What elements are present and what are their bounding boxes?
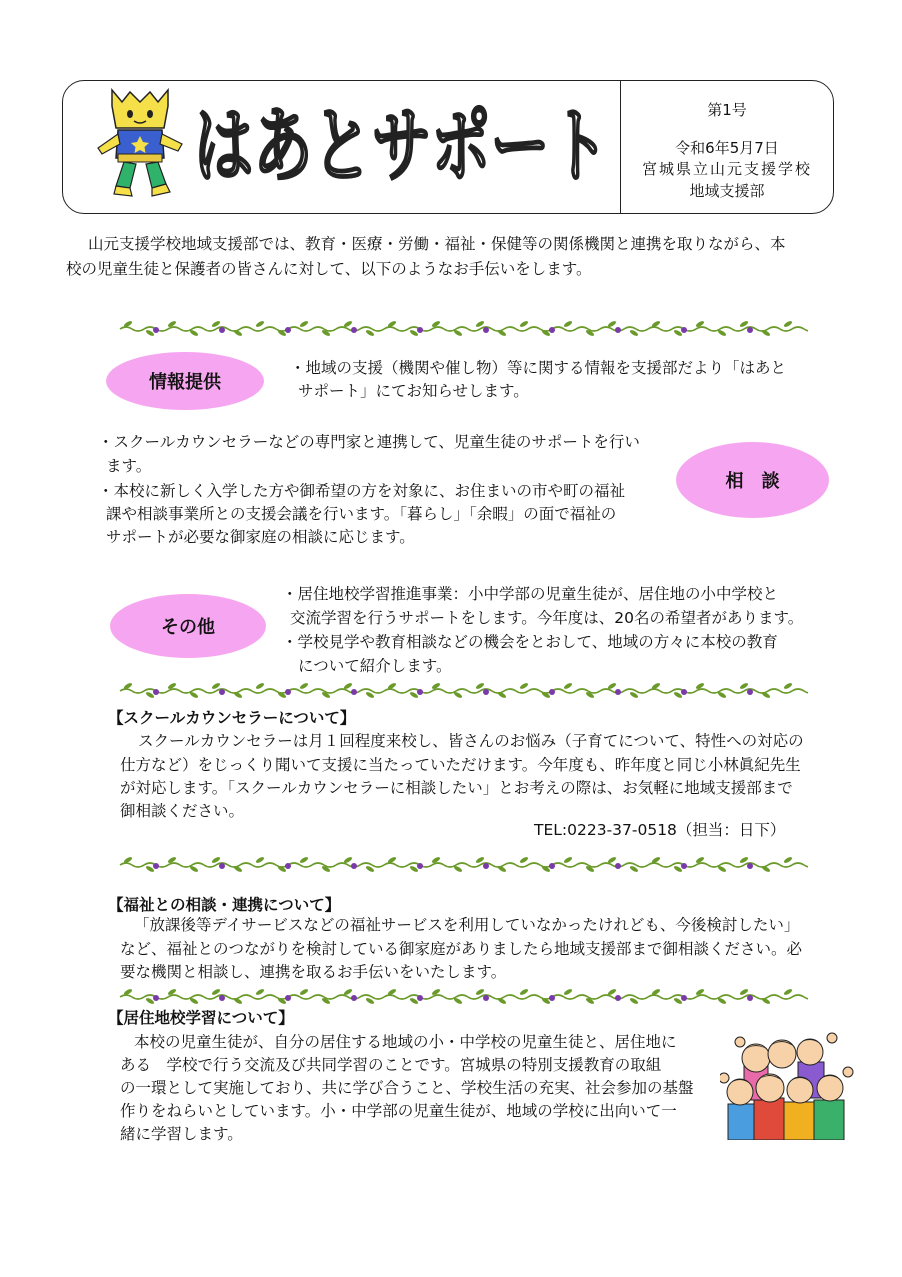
vine-berry xyxy=(615,863,621,869)
vine-berry xyxy=(483,863,489,869)
mascot-illustration xyxy=(90,88,190,200)
vine-berry xyxy=(747,995,753,1001)
info-label: 情報提供 xyxy=(149,372,221,393)
vine-divider xyxy=(118,984,808,1006)
other-label: その他 xyxy=(161,617,215,638)
vine-berry xyxy=(681,995,687,1001)
vine-berry xyxy=(549,863,555,869)
svg-text:はあとサポート: はあとサポート xyxy=(194,99,609,194)
vine-berry xyxy=(417,327,423,333)
children-illustration xyxy=(720,1032,854,1140)
vine-berry xyxy=(219,995,225,1001)
vine-berry xyxy=(747,863,753,869)
consult-line-4: 課や相談事業所との支援会議を行います。「暮らし」「余暇」の面で福祉の xyxy=(106,505,617,523)
vine-berry xyxy=(285,995,291,1001)
vine-divider xyxy=(118,316,808,338)
intro-line-1: 山元支援学校地域支援部では、教育・医療・労働・福祉・保健等の関係機関と連携を取りながら、本 xyxy=(88,235,786,253)
vine-berry xyxy=(285,689,291,695)
vine-leaf xyxy=(299,856,309,864)
vine-berry xyxy=(153,689,159,695)
vine-berry xyxy=(153,995,159,1001)
vine-leaf xyxy=(783,856,793,864)
welfare-line-3: 要な機関と相談し、連携を取るお手伝いをいたします。 xyxy=(120,963,507,981)
welfare-heading: 【福祉との相談・連携について】 xyxy=(108,896,341,914)
info-label-ellipse xyxy=(106,352,264,410)
vine-leaf xyxy=(299,682,309,690)
vine-leaf xyxy=(563,682,573,690)
vine-berry xyxy=(351,995,357,1001)
vine-berry xyxy=(615,995,621,1001)
counselor-line-4: 御相談ください。 xyxy=(120,802,245,820)
counselor-line-2: 仕方など）をじっくり聞いて支援に当たっていただけます。今年度も、昨年度と同じ小林眞紀先生 xyxy=(120,756,801,774)
vine-berry xyxy=(219,327,225,333)
vine-berry xyxy=(351,327,357,333)
vine-leaf xyxy=(563,320,573,328)
vine-leaf xyxy=(783,320,793,328)
other-line-4: について紹介します。 xyxy=(298,657,452,675)
vine-leaf xyxy=(519,320,529,328)
vine-berry xyxy=(681,863,687,869)
vine-leaf xyxy=(783,988,793,996)
vine-leaf xyxy=(563,988,573,996)
vine-berry xyxy=(153,863,159,869)
vine-berry xyxy=(549,327,555,333)
vine-berry xyxy=(483,995,489,1001)
vine-leaf xyxy=(255,682,265,690)
consult-line-5: サポートが必要な御家庭の相談に応じます。 xyxy=(106,528,415,546)
info-line-1: ・地域の支援（機関や催し物）等に関する情報を支援部だより「はあと xyxy=(290,359,787,377)
newsletter-title xyxy=(190,92,615,196)
vine-berry xyxy=(549,995,555,1001)
counselor-tel: TEL:0223-37-0518（担当：日下） xyxy=(534,821,786,839)
welfare-line-1: 「放課後等デイサービスなどの福祉サービスを利用していなかったけれども、今後検討したい」 xyxy=(134,916,800,934)
header-divider xyxy=(620,80,621,214)
consult-label: 相 談 xyxy=(725,471,780,492)
vine-berry xyxy=(351,689,357,695)
consult-label-ellipse xyxy=(676,442,829,518)
school-name: 宮城県立山元支援学校 xyxy=(641,160,812,178)
residence-heading: 【居住地校学習について】 xyxy=(108,1009,294,1027)
vine-leaf xyxy=(299,320,309,328)
other-line-3: ・学校見学や教育相談などの機会をとおして、地域の方々に本校の教育 xyxy=(282,633,778,651)
vine-leaf xyxy=(519,988,529,996)
vine-divider xyxy=(118,678,808,700)
vine-leaf xyxy=(519,682,529,690)
vine-leaf xyxy=(519,856,529,864)
residence-line-2: ある 学校で行う交流及び共同学習のことです。宮城県の特別支援教育の取組 xyxy=(120,1056,662,1074)
vine-berry xyxy=(681,327,687,333)
department-name: 地域支援部 xyxy=(689,182,765,200)
vine-leaf xyxy=(563,856,573,864)
counselor-heading: 【スクールカウンセラーについて】 xyxy=(108,709,356,727)
counselor-line-1: スクールカウンセラーは月１回程度来校し、皆さんのお悩み（子育てについて、特性への対応の xyxy=(138,732,804,750)
counselor-line-3: が対応します。「スクールカウンセラーに相談したい」とお考えの際は、お気軽に地域支援部まで xyxy=(120,779,793,797)
residence-line-5: 緒に学習します。 xyxy=(120,1125,243,1143)
vine-berry xyxy=(351,863,357,869)
vine-berry xyxy=(483,689,489,695)
vine-berry xyxy=(483,327,489,333)
vine-leaf xyxy=(783,682,793,690)
vine-berry xyxy=(549,689,555,695)
other-line-1: ・居住地校学習推進事業：小中学部の児童生徒が、居住地の小中学校と xyxy=(282,585,779,603)
issue-date: 令和6年5月7日 xyxy=(675,139,779,157)
vine-berry xyxy=(285,327,291,333)
other-label-ellipse xyxy=(110,594,266,658)
vine-berry xyxy=(681,689,687,695)
vine-berry xyxy=(747,689,753,695)
consult-line-3: ・本校に新しく入学した方や御希望の方を対象に、お住まいの市や町の福祉 xyxy=(98,482,626,500)
vine-berry xyxy=(219,863,225,869)
residence-line-3: の一環として実施しており、共に学び合うこと、学校生活の充実、社会参加の基盤 xyxy=(120,1079,694,1097)
vine-berry xyxy=(417,863,423,869)
vine-leaf xyxy=(255,988,265,996)
welfare-line-2: など、福祉とのつながりを検討している御家庭がありましたら地域支援部まで御相談ください。必 xyxy=(120,940,803,958)
vine-berry xyxy=(417,995,423,1001)
residence-line-1: 本校の児童生徒が、自分の居住する地域の小・中学校の児童生徒と、居住地に xyxy=(134,1033,677,1051)
info-line-2: サポート」にてお知らせします。 xyxy=(298,382,529,400)
vine-leaf xyxy=(255,320,265,328)
vine-leaf xyxy=(299,988,309,996)
vine-berry xyxy=(219,689,225,695)
vine-berry xyxy=(417,689,423,695)
residence-line-4: 作りをねらいとしています。小・中学部の児童生徒が、地域の学校に出向いて一 xyxy=(120,1102,677,1120)
vine-berry xyxy=(285,863,291,869)
vine-divider xyxy=(118,852,808,874)
consult-line-1: ・スクールカウンセラーなどの専門家と連携して、児童生徒のサポートを行い xyxy=(98,433,640,451)
vine-leaf xyxy=(255,856,265,864)
vine-berry xyxy=(615,327,621,333)
consult-line-2: ます。 xyxy=(106,457,152,475)
intro-line-2: 校の児童生徒と保護者の皆さんに対して、以下のようなお手伝いをします。 xyxy=(66,260,592,278)
vine-berry xyxy=(747,327,753,333)
other-line-2: 交流学習を行うサポートをします。今年度は、20名の希望者があります。 xyxy=(290,609,804,627)
issue-number: 第1号 xyxy=(707,101,747,119)
vine-berry xyxy=(153,327,159,333)
vine-berry xyxy=(615,689,621,695)
